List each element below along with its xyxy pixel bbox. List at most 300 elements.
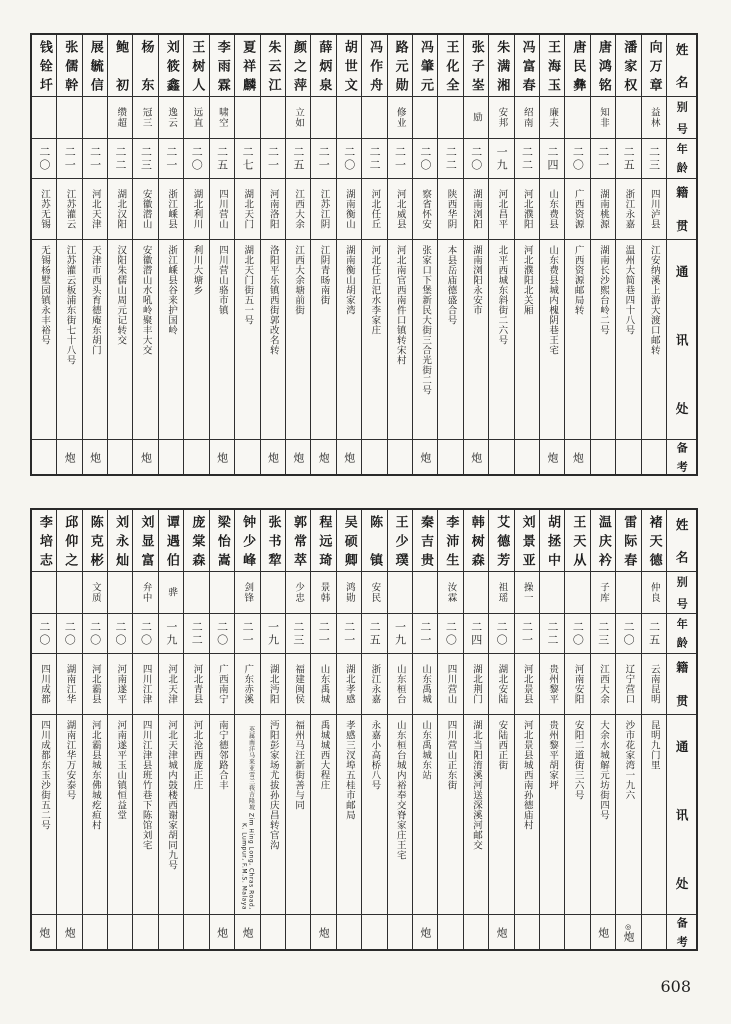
native-place-text: 河北青县: [191, 664, 203, 704]
age-cell: [388, 614, 412, 654]
person-column: [132, 510, 157, 949]
person-name-cell: [540, 510, 564, 572]
remark-cell: [413, 440, 437, 474]
age-text: 二一: [520, 620, 534, 647]
address-cell: [159, 715, 183, 915]
native-place-text: 浙江嵊县: [166, 189, 178, 229]
remark-text: 炮: [545, 451, 559, 463]
age-text: 二〇: [571, 145, 585, 172]
person-column: [260, 510, 285, 949]
address-cell: [235, 240, 259, 440]
age-text: 二一: [317, 620, 331, 647]
age-text: 一九: [495, 145, 509, 172]
age-text: 二〇: [37, 145, 51, 172]
alias-text: 弁中: [140, 582, 152, 603]
person-name: 夏祥麟: [240, 39, 256, 92]
address-cell: [362, 715, 386, 915]
age-cell: [616, 139, 640, 179]
person-column: [132, 35, 157, 474]
native-place-text: 安徽潜山: [140, 189, 152, 229]
address-cell: [642, 240, 666, 440]
remark-text: 炮: [469, 451, 483, 463]
alias-cell: [464, 97, 488, 139]
age-text: 二一: [596, 145, 610, 172]
person-name-cell: [489, 510, 513, 572]
native-place-cell: [591, 179, 615, 240]
person-name-cell: [286, 35, 310, 97]
person-name-cell: [235, 510, 259, 572]
person-name: 郭常萃: [290, 514, 306, 567]
age-cell: [413, 139, 437, 179]
header-remarks-cell: [667, 440, 696, 474]
alias-cell: [565, 97, 589, 139]
alias-cell: [438, 572, 462, 614]
alias-cell: [83, 97, 107, 139]
alias-cell: [235, 97, 259, 139]
native-place-text: 湖北安陆: [496, 664, 508, 704]
person-column: [56, 510, 81, 949]
age-text: 二二: [444, 145, 458, 172]
remark-cell: [184, 915, 208, 949]
age-cell: [57, 139, 81, 179]
person-name: 冯富春: [519, 39, 535, 92]
age-cell: [133, 139, 157, 179]
person-column: [615, 510, 640, 949]
age-cell: [311, 139, 335, 179]
age-text: 二五: [368, 620, 382, 647]
alias-cell: [388, 97, 412, 139]
native-place-cell: [591, 654, 615, 715]
age-cell: [565, 139, 589, 179]
native-place-cell: [184, 179, 208, 240]
address-text: 永嘉小高桥八号: [369, 720, 381, 790]
address-cell: [108, 715, 132, 915]
native-place-cell: [108, 179, 132, 240]
address-cell: [184, 715, 208, 915]
person-column: [539, 510, 564, 949]
age-cell: [413, 614, 437, 654]
address-text: 四川江津县班竹巷下陈馆刘宅: [140, 720, 152, 850]
age-text: 二五: [647, 620, 661, 647]
header-name-cell: [667, 35, 696, 97]
address-text: 河南遂平玉山镇恒益堂: [115, 720, 127, 820]
address-cell: [57, 715, 81, 915]
native-place-text: 察省怀安: [420, 189, 432, 229]
native-place-text: 湖北天门: [242, 189, 254, 229]
native-place-cell: [210, 654, 234, 715]
native-place-cell: [57, 179, 81, 240]
remark-cell: [388, 440, 412, 474]
age-text: 二〇: [88, 620, 102, 647]
age-cell: [337, 614, 361, 654]
alias-cell: [642, 572, 666, 614]
age-text: 一九: [393, 620, 407, 647]
address-cell: [159, 240, 183, 440]
header-label-name: 姓名: [674, 42, 690, 89]
native-place-cell: [57, 654, 81, 715]
person-name: 展毓信: [87, 39, 103, 92]
address-cell: [210, 240, 234, 440]
person-name: 刘永灿: [113, 514, 129, 567]
person-name: 梁怡嵩: [214, 514, 230, 567]
person-name-cell: [133, 35, 157, 97]
native-place-text: 山东桓台: [394, 664, 406, 704]
address-cell: [210, 715, 234, 915]
alias-cell: [413, 572, 437, 614]
age-text: 二〇: [139, 620, 153, 647]
remark-footnote-mark: ◎: [624, 922, 633, 931]
person-column: [209, 510, 234, 949]
header-age-cell: [667, 139, 696, 179]
alias-cell: [515, 572, 539, 614]
age-cell: [464, 139, 488, 179]
remark-cell: [464, 440, 488, 474]
native-place-text: 河北濮阳: [521, 189, 533, 229]
native-place-cell: [464, 179, 488, 240]
address-text: 江阴青旸南街: [318, 245, 330, 305]
native-place-text: 四川泸县: [648, 189, 660, 229]
native-place-cell: [413, 179, 437, 240]
address-text: 昆明九门里: [648, 720, 660, 770]
age-cell: [108, 139, 132, 179]
person-column: [285, 35, 310, 474]
person-name: 路元勋: [392, 39, 408, 92]
person-column: [56, 35, 81, 474]
person-column: [590, 510, 615, 949]
person-name: 陈克彬: [87, 514, 103, 567]
age-cell: [32, 614, 56, 654]
person-name-cell: [184, 35, 208, 97]
person-column: [310, 35, 335, 474]
alias-cell: [184, 97, 208, 139]
age-cell: [286, 139, 310, 179]
native-place-text: 河北威县: [394, 189, 406, 229]
native-place-cell: [438, 179, 462, 240]
age-cell: [464, 614, 488, 654]
native-place-cell: [83, 654, 107, 715]
address-cell: [133, 715, 157, 915]
alias-text: 骅: [166, 587, 178, 598]
age-text: 二二: [545, 620, 559, 647]
native-place-text: 山东禹城: [420, 664, 432, 704]
remark-text: 炮: [418, 926, 432, 938]
age-cell: [184, 139, 208, 179]
address-cell: [286, 715, 310, 915]
person-name-cell: [565, 510, 589, 572]
native-place-cell: [159, 179, 183, 240]
alias-cell: [133, 572, 157, 614]
header-label-native-place: 籍贯: [674, 186, 689, 232]
person-name-cell: [413, 35, 437, 97]
address-text: 无锡杨墅园镇永丰裕号: [39, 245, 51, 345]
remark-cell: [133, 440, 157, 474]
age-text: 二三: [291, 620, 305, 647]
address-cell: [413, 240, 437, 440]
address-cell: [388, 715, 412, 915]
address-text: 江安纳溪上游大渡口邮转: [648, 245, 660, 355]
remark-text: 炮: [291, 451, 305, 463]
address-text: 北平西城东斜街二六号: [496, 245, 508, 345]
remark-cell: [133, 915, 157, 949]
person-column: [412, 35, 437, 474]
address-text: 沙市花家湾一九六: [623, 720, 635, 800]
person-column: [564, 510, 589, 949]
person-name: 冯作舟: [367, 39, 383, 92]
person-name-cell: [591, 35, 615, 97]
remark-text: 炮: [571, 451, 585, 463]
native-place-text: 浙江永嘉: [623, 189, 635, 229]
person-name: 温庆衿: [595, 514, 611, 567]
remark-cell: [57, 440, 81, 474]
native-place-cell: [32, 654, 56, 715]
person-column: [437, 510, 462, 949]
address-text: 本县岳庙德盛合号: [445, 245, 457, 325]
native-place-cell: [388, 654, 412, 715]
alias-cell: [642, 97, 666, 139]
native-place-cell: [235, 179, 259, 240]
address-text: 河北沧西庞正庄: [191, 720, 203, 790]
native-place-cell: [388, 179, 412, 240]
person-column: [158, 35, 183, 474]
person-name-cell: [388, 510, 412, 572]
person-column: [183, 35, 208, 474]
person-name: 张书犂: [265, 514, 281, 567]
age-cell: [83, 139, 107, 179]
person-column: [209, 35, 234, 474]
address-text: 四川成都东玉沙街五二号: [39, 720, 51, 830]
header-label-age: 年龄: [675, 617, 689, 650]
person-name-cell: [362, 35, 386, 97]
remark-cell: [159, 915, 183, 949]
native-place-cell: [413, 654, 437, 715]
age-cell: [591, 614, 615, 654]
native-place-cell: [616, 179, 640, 240]
native-place-text: 河北霸县: [89, 664, 101, 704]
age-cell: [32, 139, 56, 179]
address-cell: [464, 715, 488, 915]
age-cell: [210, 614, 234, 654]
native-place-cell: [133, 179, 157, 240]
age-cell: [388, 139, 412, 179]
remark-cell: [286, 440, 310, 474]
person-column: [82, 510, 107, 949]
remark-cell: [311, 915, 335, 949]
person-name: 刘显富: [138, 514, 154, 567]
address-text: 湖南衡山胡家湾: [343, 245, 355, 315]
person-name-cell: [261, 510, 285, 572]
address-text: 山东费县城内槐阴巷王宅: [547, 245, 559, 355]
alias-cell: [83, 572, 107, 614]
remark-cell: [261, 915, 285, 949]
address-text: 浙江嵊县谷来护国岭: [166, 245, 178, 335]
person-column: [361, 35, 386, 474]
native-place-text: 河南安阳: [572, 664, 584, 704]
person-column: [488, 35, 513, 474]
age-text: 二〇: [215, 620, 229, 647]
age-cell: [362, 139, 386, 179]
remark-cell: [362, 915, 386, 949]
person-name-cell: [413, 510, 437, 572]
address-cell: [540, 240, 564, 440]
age-cell: [235, 139, 259, 179]
address-cell: [337, 715, 361, 915]
address-cell: [489, 715, 513, 915]
person-column: [387, 35, 412, 474]
alias-cell: [438, 97, 462, 139]
person-name-cell: [311, 510, 335, 572]
remark-cell: [438, 440, 462, 474]
native-place-text: 江苏江阴: [318, 189, 330, 229]
age-cell: [311, 614, 335, 654]
age-text: 二三: [596, 620, 610, 647]
person-name-cell: [57, 510, 81, 572]
address-text: 南宁德邻路合丰: [216, 720, 228, 790]
native-place-cell: [133, 654, 157, 715]
native-place-text: 山东禹城: [318, 664, 330, 704]
age-cell: [337, 139, 361, 179]
native-place-text: 辽宁营口: [623, 664, 635, 704]
alias-cell: [565, 572, 589, 614]
alias-text: 缵超: [115, 107, 127, 128]
person-column: [285, 510, 310, 949]
person-column: [336, 35, 361, 474]
alias-cell: [388, 572, 412, 614]
person-name: 向万章: [646, 39, 662, 92]
alias-cell: [489, 97, 513, 139]
person-column: [336, 510, 361, 949]
address-text: 张家口下堡新民大街三合光街二号: [420, 245, 432, 395]
header-label-native-place: 籍贯: [674, 661, 689, 707]
person-column: [310, 510, 335, 949]
native-place-cell: [565, 654, 589, 715]
age-cell: [159, 139, 183, 179]
native-place-cell: [337, 179, 361, 240]
person-name: 潘家权: [621, 39, 637, 92]
native-place-text: 湖北利川: [191, 189, 203, 229]
age-text: 二〇: [342, 145, 356, 172]
age-cell: [515, 614, 539, 654]
alias-text: 逸云: [166, 107, 178, 128]
alias-text: 绍南: [521, 107, 533, 128]
native-place-text: 江西大余: [293, 189, 305, 229]
native-place-cell: [489, 654, 513, 715]
native-place-text: 湖南桃源: [597, 189, 609, 229]
person-name-cell: [540, 35, 564, 97]
header-native-place-cell: [667, 654, 696, 715]
remark-text: 炮: [317, 926, 331, 938]
person-name: 颜之萍: [290, 39, 306, 92]
native-place-text: 江苏灌云: [64, 189, 76, 229]
age-text: 二四: [469, 620, 483, 647]
address-cell: [311, 715, 335, 915]
header-address-cell: [667, 715, 696, 915]
remark-text: 炮: [342, 451, 356, 463]
person-name: 胡拯中: [545, 514, 560, 567]
alias-text: 立如: [293, 107, 305, 128]
alias-text: 修业: [394, 107, 406, 128]
address-text: 四川营山骆市镇: [216, 245, 228, 315]
address-cell: [515, 715, 539, 915]
native-place-text: 江苏无锡: [39, 189, 51, 229]
alias-cell: [540, 97, 564, 139]
person-name: 庞棠森: [189, 514, 205, 567]
native-place-cell: [642, 654, 666, 715]
native-place-text: 四川营山: [445, 664, 457, 704]
alias-cell: [210, 572, 234, 614]
bottom-table-header-column: [666, 510, 696, 949]
age-cell: [210, 139, 234, 179]
remark-cell: [159, 440, 183, 474]
native-place-text: 江西大余: [597, 664, 609, 704]
address-cell: [413, 715, 437, 915]
native-place-cell: [261, 654, 285, 715]
address-cell: [286, 240, 310, 440]
alias-text: 景韩: [318, 582, 330, 603]
age-text: 二一: [418, 620, 432, 647]
address-cell: [133, 240, 157, 440]
alias-cell: [32, 97, 56, 139]
person-name-cell: [32, 510, 56, 572]
alias-cell: [235, 572, 259, 614]
address-text: 汉阳朱儒山周元记转交: [115, 245, 127, 345]
alias-cell: [311, 572, 335, 614]
remark-cell: [286, 915, 310, 949]
address-text: 湖南浏阳永安市: [470, 245, 482, 315]
age-cell: [159, 614, 183, 654]
header-remarks-cell: [667, 915, 696, 949]
remark-cell: [464, 915, 488, 949]
age-cell: [642, 614, 666, 654]
age-cell: [438, 614, 462, 654]
native-place-text: 河北昌平: [496, 189, 508, 229]
person-name-cell: [337, 35, 361, 97]
address-text: 湖南长沙熙台岭二号: [597, 245, 609, 335]
alias-text: 文质: [89, 582, 101, 603]
remark-cell: [642, 440, 666, 474]
alias-text: 安邦: [496, 107, 508, 128]
age-text: 一九: [266, 620, 280, 647]
alias-cell: [616, 97, 640, 139]
age-text: 二一: [63, 145, 77, 172]
age-text: 二三: [139, 145, 153, 172]
remark-text: 炮: [215, 926, 229, 938]
address-cell: [438, 715, 462, 915]
address-cell: [489, 240, 513, 440]
address-cell: [515, 240, 539, 440]
person-column: [107, 35, 132, 474]
address-cell: [184, 240, 208, 440]
native-place-text: 广西南宁: [216, 664, 228, 704]
remark-cell: [184, 440, 208, 474]
remark-cell: [565, 440, 589, 474]
address-text: 利川大塘乡: [191, 245, 203, 295]
address-text: 江苏灌云板浦东街七十八号: [64, 245, 76, 365]
alias-text: 远直: [191, 107, 203, 128]
address-cell: [311, 240, 335, 440]
remark-cell: [337, 915, 361, 949]
native-place-text: 湖北孝感: [343, 664, 355, 704]
address-cell: [83, 715, 107, 915]
alias-cell: [184, 572, 208, 614]
address-text: 广西资源邮局转: [572, 245, 584, 315]
address-cell: [388, 240, 412, 440]
person-name: 杨东: [138, 39, 154, 92]
header-label-alias: 别号: [675, 575, 689, 610]
remark-cell: [57, 915, 81, 949]
person-column: [32, 510, 56, 949]
address-text: 湖北天门街五一号: [242, 245, 254, 325]
alias-cell: [591, 572, 615, 614]
